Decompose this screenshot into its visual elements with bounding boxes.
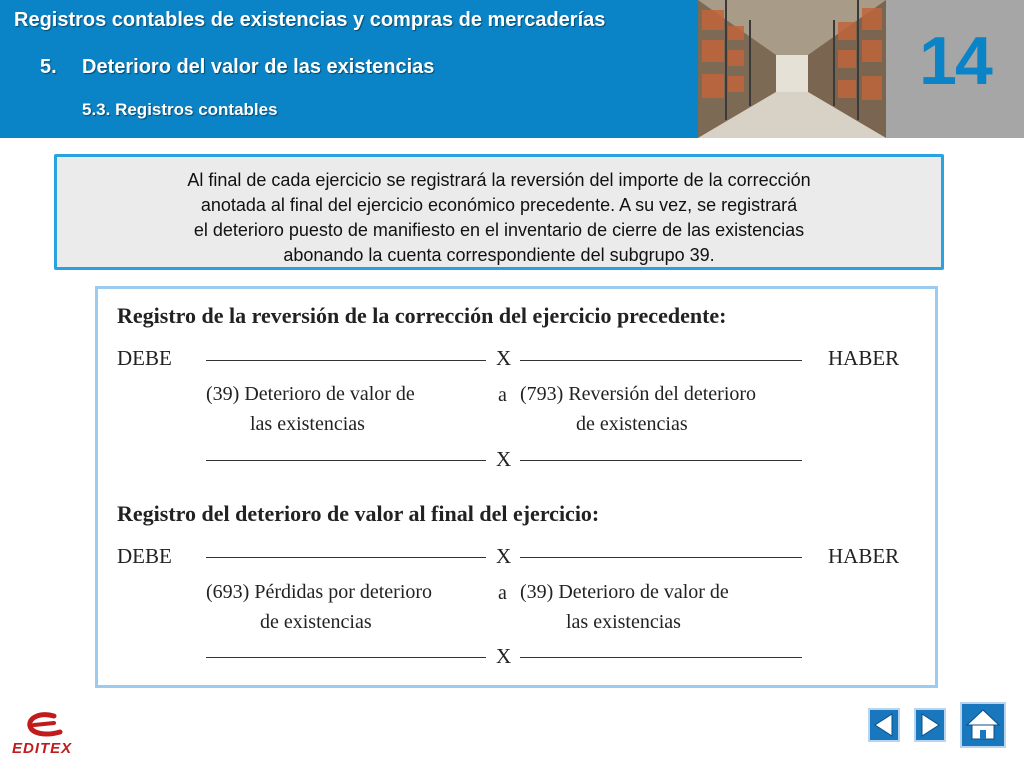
intro-paragraph xyxy=(57,157,941,268)
credit-line: (793) Reversión del deterioro xyxy=(520,383,757,405)
subsection-title: 5.3. Registros contables xyxy=(82,100,278,119)
debit-account xyxy=(206,577,432,637)
debe-label: DEBE xyxy=(117,544,172,568)
entry-mark: X xyxy=(496,447,512,471)
debit-line: (693) Pérdidas por deterioro xyxy=(206,581,433,603)
triangle-left-icon xyxy=(870,710,898,740)
credit-account xyxy=(520,577,729,637)
intro-line: el deterioro puesto de manifiesto en el inventario de cierre de las existencias xyxy=(193,220,805,240)
entry-mark: X xyxy=(496,544,512,568)
entry-heading: Registro de la reversión de la corrección del ejercicio precedente: xyxy=(117,303,727,328)
chapter-number: 14 xyxy=(919,23,991,99)
connector-a: a xyxy=(498,384,507,406)
entry-mark: X xyxy=(496,644,512,668)
debe-label: DEBE xyxy=(117,346,172,370)
entry-rule xyxy=(520,360,802,361)
section-number: 5. xyxy=(40,56,57,78)
editex-logo-text: EDITEX xyxy=(12,740,73,757)
warehouse-image xyxy=(698,0,886,138)
credit-line: de existencias xyxy=(576,413,688,435)
home-button[interactable] xyxy=(960,702,1006,748)
credit-account xyxy=(520,379,756,439)
next-button[interactable] xyxy=(914,708,946,742)
page-title: Registros contables de existencias y compras de mercaderías xyxy=(14,9,606,31)
journal-entries-figure xyxy=(95,286,938,688)
haber-label: HABER xyxy=(828,346,900,370)
intro-line: anotada al final del ejercicio económico precedente. A su vez, se registrará xyxy=(200,195,798,215)
intro-line: Al final de cada ejercicio se registrará la reversión del importe de la corrección xyxy=(187,170,811,190)
previous-button[interactable] xyxy=(868,708,900,742)
entry-rule xyxy=(520,657,802,658)
credit-line: las existencias xyxy=(566,611,681,633)
entry-heading: Registro del deterioro de valor al final del ejercicio: xyxy=(117,501,600,526)
entry-rule xyxy=(206,360,486,361)
entry-rule xyxy=(206,657,486,658)
entry-rule xyxy=(520,557,802,558)
triangle-right-icon xyxy=(916,710,944,740)
entry-mark: X xyxy=(496,346,512,370)
connector-a: a xyxy=(498,582,507,604)
debit-account xyxy=(206,379,415,439)
credit-line: (39) Deterioro de valor de xyxy=(520,581,729,603)
section-title: Deterioro del valor de las existencias xyxy=(82,56,435,78)
chapter-badge xyxy=(886,0,1024,138)
debit-line: las existencias xyxy=(250,413,365,435)
haber-label: HABER xyxy=(828,544,900,568)
entry-rule xyxy=(206,557,486,558)
intro-box xyxy=(54,154,944,270)
debit-line: de existencias xyxy=(260,611,372,633)
house-icon xyxy=(962,704,1004,746)
intro-line: abonando la cuenta correspondiente del subgrupo 39. xyxy=(283,245,715,265)
editex-logo-icon xyxy=(10,712,80,742)
warehouse-photo xyxy=(698,0,886,138)
entry-rule xyxy=(520,460,802,461)
debit-line: (39) Deterioro de valor de xyxy=(206,383,415,405)
entry-rule xyxy=(206,460,486,461)
